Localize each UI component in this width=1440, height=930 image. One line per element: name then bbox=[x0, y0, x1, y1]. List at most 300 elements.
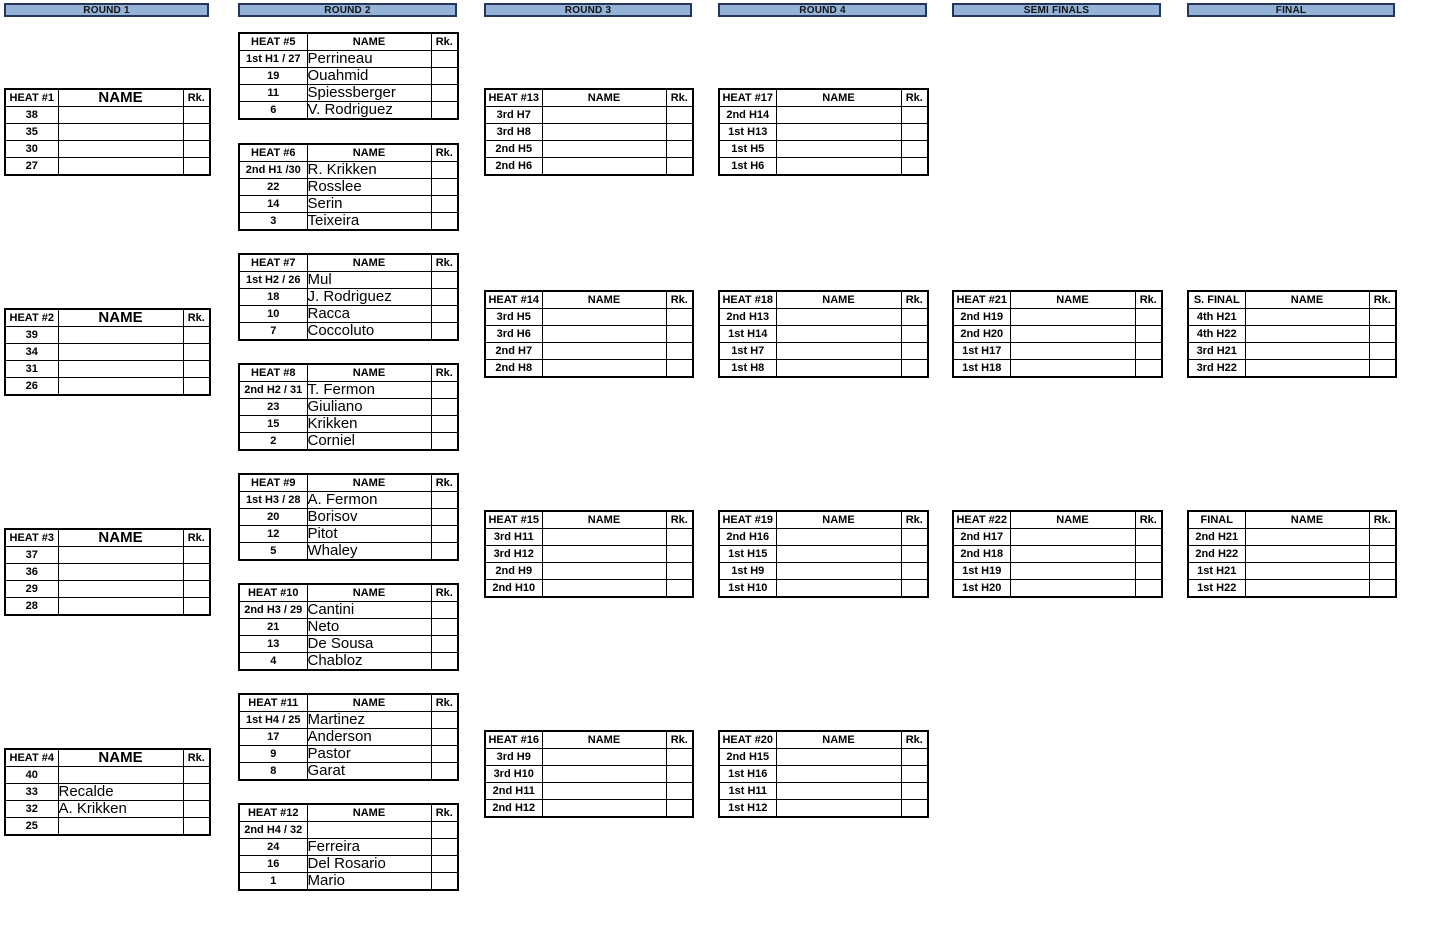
rank-cell[interactable] bbox=[901, 563, 928, 580]
rank-cell[interactable] bbox=[901, 343, 928, 360]
rank-cell[interactable] bbox=[431, 196, 458, 213]
rank-cell[interactable] bbox=[431, 712, 458, 729]
name-cell[interactable] bbox=[1245, 580, 1369, 598]
name-cell[interactable] bbox=[542, 141, 666, 158]
rank-cell[interactable] bbox=[901, 580, 928, 598]
rank-cell[interactable] bbox=[431, 272, 458, 289]
name-cell[interactable] bbox=[58, 327, 183, 344]
name-cell[interactable] bbox=[776, 309, 901, 326]
rank-cell[interactable] bbox=[1135, 529, 1162, 546]
rank-column-header: Rk. bbox=[431, 584, 458, 602]
seed-cell[interactable]: 40 bbox=[5, 767, 58, 784]
seed-cell[interactable]: 14 bbox=[239, 196, 307, 213]
name-cell[interactable]: Krikken bbox=[307, 416, 431, 433]
rank-cell[interactable] bbox=[1135, 309, 1162, 326]
name-cell[interactable]: Mario bbox=[307, 873, 431, 891]
name-cell[interactable] bbox=[776, 107, 901, 124]
rank-cell[interactable] bbox=[666, 107, 693, 124]
seed-cell[interactable]: 1st H17 bbox=[953, 343, 1010, 360]
rank-cell[interactable] bbox=[183, 581, 210, 598]
seed-cell[interactable]: 2nd H7 bbox=[485, 343, 542, 360]
name-cell[interactable] bbox=[542, 546, 666, 563]
seed-cell[interactable]: 27 bbox=[5, 158, 58, 176]
seed-cell[interactable]: 1st H6 bbox=[719, 158, 776, 176]
name-cell[interactable]: Teixeira bbox=[307, 213, 431, 231]
rank-cell[interactable] bbox=[431, 619, 458, 636]
rank-cell[interactable] bbox=[666, 529, 693, 546]
name-cell[interactable]: Giuliano bbox=[307, 399, 431, 416]
rank-cell[interactable] bbox=[666, 141, 693, 158]
heat-row bbox=[485, 360, 693, 378]
name-cell[interactable]: De Sousa bbox=[307, 636, 431, 653]
name-cell[interactable] bbox=[307, 822, 431, 839]
rank-cell[interactable] bbox=[431, 382, 458, 399]
rank-cell[interactable] bbox=[183, 344, 210, 361]
rank-cell[interactable] bbox=[183, 158, 210, 176]
name-cell[interactable] bbox=[776, 124, 901, 141]
seed-cell[interactable]: 1st H21 bbox=[1188, 563, 1245, 580]
rank-cell[interactable] bbox=[431, 492, 458, 509]
name-cell[interactable] bbox=[542, 343, 666, 360]
rank-cell[interactable] bbox=[666, 800, 693, 818]
heat-title: HEAT #9 bbox=[239, 474, 307, 492]
seed-cell[interactable]: 1st H18 bbox=[953, 360, 1010, 378]
seed-cell[interactable]: 2nd H5 bbox=[485, 141, 542, 158]
rank-cell[interactable] bbox=[901, 749, 928, 766]
seed-cell[interactable]: 1st H16 bbox=[719, 766, 776, 783]
rank-cell[interactable] bbox=[431, 289, 458, 306]
seed-cell[interactable]: 1st H12 bbox=[719, 800, 776, 818]
seed-cell[interactable]: 2nd H3 / 29 bbox=[239, 602, 307, 619]
rank-cell[interactable] bbox=[183, 124, 210, 141]
name-cell[interactable]: Anderson bbox=[307, 729, 431, 746]
seed-cell[interactable]: 2nd H9 bbox=[485, 563, 542, 580]
seed-cell[interactable]: 2nd H21 bbox=[1188, 529, 1245, 546]
name-cell[interactable]: Perrineau bbox=[307, 51, 431, 68]
seed-cell[interactable]: 20 bbox=[239, 509, 307, 526]
rank-cell[interactable] bbox=[183, 547, 210, 564]
rank-cell[interactable] bbox=[666, 360, 693, 378]
seed-cell[interactable]: 13 bbox=[239, 636, 307, 653]
rank-cell[interactable] bbox=[431, 602, 458, 619]
rank-cell[interactable] bbox=[431, 399, 458, 416]
heat-title: HEAT #13 bbox=[485, 89, 542, 107]
name-cell[interactable]: J. Rodriguez bbox=[307, 289, 431, 306]
rank-cell[interactable] bbox=[901, 766, 928, 783]
seed-cell[interactable]: 2nd H8 bbox=[485, 360, 542, 378]
rank-cell[interactable] bbox=[901, 141, 928, 158]
name-cell[interactable] bbox=[542, 800, 666, 818]
seed-cell[interactable]: 3rd H5 bbox=[485, 309, 542, 326]
name-cell[interactable] bbox=[542, 309, 666, 326]
seed-cell[interactable]: 4th H22 bbox=[1188, 326, 1245, 343]
seed-cell[interactable]: 1st H4 / 25 bbox=[239, 712, 307, 729]
rank-cell[interactable] bbox=[1135, 546, 1162, 563]
name-cell[interactable] bbox=[542, 124, 666, 141]
rank-cell[interactable] bbox=[1135, 580, 1162, 598]
heat-header-row bbox=[5, 309, 210, 327]
name-cell[interactable] bbox=[776, 158, 901, 176]
seed-cell[interactable]: 17 bbox=[239, 729, 307, 746]
seed-cell[interactable]: 2nd H17 bbox=[953, 529, 1010, 546]
name-cell[interactable] bbox=[1245, 326, 1369, 343]
rank-cell[interactable] bbox=[431, 179, 458, 196]
seed-cell[interactable]: 30 bbox=[5, 141, 58, 158]
rank-cell[interactable] bbox=[1369, 529, 1396, 546]
rank-cell[interactable] bbox=[431, 543, 458, 561]
name-cell[interactable] bbox=[542, 749, 666, 766]
name-cell[interactable] bbox=[1245, 343, 1369, 360]
name-cell[interactable]: Corniel bbox=[307, 433, 431, 451]
name-cell[interactable]: Martinez bbox=[307, 712, 431, 729]
name-cell[interactable] bbox=[1010, 529, 1135, 546]
rank-cell[interactable] bbox=[183, 107, 210, 124]
name-cell[interactable]: Spiessberger bbox=[307, 85, 431, 102]
rank-cell[interactable] bbox=[431, 856, 458, 873]
rank-cell[interactable] bbox=[183, 378, 210, 396]
name-cell[interactable]: A. Fermon bbox=[307, 492, 431, 509]
rank-cell[interactable] bbox=[431, 68, 458, 85]
name-cell[interactable] bbox=[1245, 529, 1369, 546]
rank-cell[interactable] bbox=[183, 327, 210, 344]
seed-cell[interactable]: 3rd H22 bbox=[1188, 360, 1245, 378]
rank-cell[interactable] bbox=[901, 326, 928, 343]
rank-cell[interactable] bbox=[183, 784, 210, 801]
rank-cell[interactable] bbox=[431, 746, 458, 763]
seed-cell[interactable]: 1st H3 / 28 bbox=[239, 492, 307, 509]
rank-cell[interactable] bbox=[901, 529, 928, 546]
seed-cell[interactable]: 11 bbox=[239, 85, 307, 102]
rank-cell[interactable] bbox=[1135, 563, 1162, 580]
seed-cell[interactable]: 1st H10 bbox=[719, 580, 776, 598]
name-cell[interactable] bbox=[58, 581, 183, 598]
seed-cell[interactable]: 1st H2 / 26 bbox=[239, 272, 307, 289]
rank-cell[interactable] bbox=[431, 213, 458, 231]
rank-cell[interactable] bbox=[431, 306, 458, 323]
name-cell[interactable] bbox=[542, 580, 666, 598]
rank-cell[interactable] bbox=[1369, 546, 1396, 563]
rank-cell[interactable] bbox=[901, 158, 928, 176]
name-cell[interactable]: Pastor bbox=[307, 746, 431, 763]
seed-cell[interactable]: 25 bbox=[5, 818, 58, 836]
rank-cell[interactable] bbox=[666, 546, 693, 563]
name-cell[interactable]: R. Krikken bbox=[307, 162, 431, 179]
seed-cell[interactable]: 35 bbox=[5, 124, 58, 141]
seed-cell[interactable]: 2nd H4 / 32 bbox=[239, 822, 307, 839]
name-cell[interactable] bbox=[776, 360, 901, 378]
rank-cell[interactable] bbox=[901, 546, 928, 563]
name-cell[interactable] bbox=[542, 326, 666, 343]
seed-cell[interactable]: 2nd H1 /30 bbox=[239, 162, 307, 179]
seed-cell[interactable]: 34 bbox=[5, 344, 58, 361]
rank-cell[interactable] bbox=[431, 822, 458, 839]
seed-cell[interactable]: 7 bbox=[239, 323, 307, 341]
rank-cell[interactable] bbox=[431, 729, 458, 746]
seed-cell[interactable]: 38 bbox=[5, 107, 58, 124]
name-cell[interactable]: Ouahmid bbox=[307, 68, 431, 85]
name-column-header: NAME bbox=[307, 474, 431, 492]
name-cell[interactable]: Coccoluto bbox=[307, 323, 431, 341]
name-cell[interactable] bbox=[58, 767, 183, 784]
rank-cell[interactable] bbox=[183, 361, 210, 378]
name-cell[interactable] bbox=[1245, 563, 1369, 580]
seed-cell[interactable]: 3rd H7 bbox=[485, 107, 542, 124]
rank-cell[interactable] bbox=[901, 800, 928, 818]
seed-cell[interactable]: 1 bbox=[239, 873, 307, 891]
seed-cell[interactable]: 32 bbox=[5, 801, 58, 818]
rank-cell[interactable] bbox=[183, 767, 210, 784]
rank-cell[interactable] bbox=[431, 162, 458, 179]
name-cell[interactable] bbox=[1010, 546, 1135, 563]
name-cell[interactable] bbox=[1010, 360, 1135, 378]
name-cell[interactable] bbox=[1245, 309, 1369, 326]
seed-cell[interactable]: 18 bbox=[239, 289, 307, 306]
name-cell[interactable] bbox=[542, 563, 666, 580]
seed-cell[interactable]: 37 bbox=[5, 547, 58, 564]
rank-cell[interactable] bbox=[431, 509, 458, 526]
name-cell[interactable] bbox=[1010, 309, 1135, 326]
seed-cell[interactable]: 2nd H19 bbox=[953, 309, 1010, 326]
seed-cell[interactable]: 22 bbox=[239, 179, 307, 196]
rank-cell[interactable] bbox=[666, 309, 693, 326]
rank-cell[interactable] bbox=[901, 107, 928, 124]
name-cell[interactable] bbox=[58, 564, 183, 581]
seed-cell[interactable]: 4th H21 bbox=[1188, 309, 1245, 326]
seed-cell[interactable]: 23 bbox=[239, 399, 307, 416]
round-header-round-2: ROUND 2 bbox=[238, 3, 457, 17]
name-cell[interactable]: Whaley bbox=[307, 543, 431, 561]
rank-cell[interactable] bbox=[901, 360, 928, 378]
name-cell[interactable] bbox=[58, 547, 183, 564]
seed-cell[interactable]: 1st H22 bbox=[1188, 580, 1245, 598]
seed-cell[interactable]: 3rd H12 bbox=[485, 546, 542, 563]
rank-cell[interactable] bbox=[431, 839, 458, 856]
name-cell[interactable] bbox=[1245, 546, 1369, 563]
name-cell[interactable] bbox=[1010, 326, 1135, 343]
name-cell[interactable] bbox=[1010, 343, 1135, 360]
rank-cell[interactable] bbox=[183, 818, 210, 836]
name-cell[interactable] bbox=[58, 124, 183, 141]
rank-cell[interactable] bbox=[666, 124, 693, 141]
rank-cell[interactable] bbox=[1369, 563, 1396, 580]
name-cell[interactable] bbox=[1245, 360, 1369, 378]
name-cell[interactable] bbox=[542, 158, 666, 176]
rank-cell[interactable] bbox=[1369, 580, 1396, 598]
seed-cell[interactable]: 24 bbox=[239, 839, 307, 856]
rank-cell[interactable] bbox=[183, 564, 210, 581]
name-cell[interactable]: Rosslee bbox=[307, 179, 431, 196]
name-cell[interactable]: Del Rosario bbox=[307, 856, 431, 873]
seed-cell[interactable]: 1st H9 bbox=[719, 563, 776, 580]
rank-cell[interactable] bbox=[431, 653, 458, 671]
rank-cell[interactable] bbox=[1369, 360, 1396, 378]
seed-cell[interactable]: 2nd H6 bbox=[485, 158, 542, 176]
name-cell[interactable]: Chabloz bbox=[307, 653, 431, 671]
seed-cell[interactable]: 1st H19 bbox=[953, 563, 1010, 580]
name-cell[interactable] bbox=[542, 766, 666, 783]
seed-cell[interactable]: 6 bbox=[239, 102, 307, 120]
seed-cell[interactable]: 33 bbox=[5, 784, 58, 801]
name-cell[interactable] bbox=[542, 360, 666, 378]
seed-cell[interactable]: 8 bbox=[239, 763, 307, 781]
seed-cell[interactable]: 2nd H18 bbox=[953, 546, 1010, 563]
name-cell[interactable]: Neto bbox=[307, 619, 431, 636]
seed-cell[interactable]: 2nd H10 bbox=[485, 580, 542, 598]
rank-cell[interactable] bbox=[666, 563, 693, 580]
rank-cell[interactable] bbox=[1369, 343, 1396, 360]
name-cell[interactable] bbox=[776, 800, 901, 818]
heat-row bbox=[239, 102, 458, 120]
name-cell[interactable] bbox=[776, 343, 901, 360]
rank-cell[interactable] bbox=[1135, 343, 1162, 360]
seed-cell[interactable]: 2nd H14 bbox=[719, 107, 776, 124]
seed-cell[interactable]: 1st H8 bbox=[719, 360, 776, 378]
name-cell[interactable] bbox=[58, 598, 183, 616]
seed-cell[interactable]: 2nd H16 bbox=[719, 529, 776, 546]
name-cell[interactable] bbox=[58, 378, 183, 396]
name-cell[interactable] bbox=[776, 529, 901, 546]
name-cell[interactable] bbox=[1010, 580, 1135, 598]
seed-cell[interactable]: 4 bbox=[239, 653, 307, 671]
heat-row bbox=[5, 581, 210, 598]
name-cell[interactable] bbox=[776, 749, 901, 766]
seed-cell[interactable]: 3rd H11 bbox=[485, 529, 542, 546]
seed-cell[interactable]: 2nd H12 bbox=[485, 800, 542, 818]
name-cell[interactable] bbox=[542, 529, 666, 546]
name-cell[interactable] bbox=[58, 158, 183, 176]
seed-cell[interactable]: 1st H14 bbox=[719, 326, 776, 343]
seed-cell[interactable]: 26 bbox=[5, 378, 58, 396]
seed-cell[interactable]: 2nd H20 bbox=[953, 326, 1010, 343]
name-cell[interactable]: Racca bbox=[307, 306, 431, 323]
name-cell[interactable] bbox=[58, 818, 183, 836]
name-cell[interactable] bbox=[776, 580, 901, 598]
name-cell[interactable] bbox=[776, 783, 901, 800]
rank-cell[interactable] bbox=[666, 326, 693, 343]
seed-cell[interactable]: 15 bbox=[239, 416, 307, 433]
rank-cell[interactable] bbox=[183, 141, 210, 158]
seed-cell[interactable]: 16 bbox=[239, 856, 307, 873]
seed-cell[interactable]: 2nd H13 bbox=[719, 309, 776, 326]
seed-cell[interactable]: 3rd H10 bbox=[485, 766, 542, 783]
seed-cell[interactable]: 9 bbox=[239, 746, 307, 763]
seed-cell[interactable]: 12 bbox=[239, 526, 307, 543]
seed-cell[interactable]: 1st H15 bbox=[719, 546, 776, 563]
seed-cell[interactable]: 3rd H21 bbox=[1188, 343, 1245, 360]
heat-row bbox=[485, 580, 693, 598]
seed-cell[interactable]: 28 bbox=[5, 598, 58, 616]
name-cell[interactable] bbox=[58, 344, 183, 361]
seed-cell[interactable]: 29 bbox=[5, 581, 58, 598]
seed-cell[interactable]: 21 bbox=[239, 619, 307, 636]
name-cell[interactable]: V. Rodriguez bbox=[307, 102, 431, 120]
name-cell[interactable]: Cantini bbox=[307, 602, 431, 619]
seed-cell[interactable]: 2nd H15 bbox=[719, 749, 776, 766]
rank-cell[interactable] bbox=[431, 51, 458, 68]
seed-cell[interactable]: 36 bbox=[5, 564, 58, 581]
name-cell[interactable] bbox=[776, 546, 901, 563]
seed-cell[interactable]: 3rd H6 bbox=[485, 326, 542, 343]
seed-cell[interactable]: 2 bbox=[239, 433, 307, 451]
name-cell[interactable]: Ferreira bbox=[307, 839, 431, 856]
rank-cell[interactable] bbox=[431, 526, 458, 543]
name-cell[interactable] bbox=[542, 783, 666, 800]
name-cell[interactable] bbox=[542, 107, 666, 124]
rank-cell[interactable] bbox=[901, 309, 928, 326]
rank-cell[interactable] bbox=[431, 416, 458, 433]
seed-cell[interactable]: 39 bbox=[5, 327, 58, 344]
seed-cell[interactable]: 1st H1 / 27 bbox=[239, 51, 307, 68]
name-cell[interactable] bbox=[776, 563, 901, 580]
name-cell[interactable] bbox=[58, 361, 183, 378]
rank-cell[interactable] bbox=[901, 124, 928, 141]
name-cell[interactable]: A. Krikken bbox=[58, 801, 183, 818]
rank-cell[interactable] bbox=[431, 323, 458, 341]
name-cell[interactable]: Garat bbox=[307, 763, 431, 781]
seed-cell[interactable]: 19 bbox=[239, 68, 307, 85]
rank-cell[interactable] bbox=[666, 580, 693, 598]
rank-cell[interactable] bbox=[666, 158, 693, 176]
name-cell[interactable] bbox=[776, 326, 901, 343]
rank-cell[interactable] bbox=[431, 433, 458, 451]
seed-cell[interactable]: 1st H11 bbox=[719, 783, 776, 800]
seed-cell[interactable]: 2nd H22 bbox=[1188, 546, 1245, 563]
rank-cell[interactable] bbox=[666, 749, 693, 766]
seed-cell[interactable]: 1st H5 bbox=[719, 141, 776, 158]
seed-cell[interactable]: 1st H20 bbox=[953, 580, 1010, 598]
rank-cell[interactable] bbox=[666, 783, 693, 800]
seed-cell[interactable]: 3rd H8 bbox=[485, 124, 542, 141]
seed-cell[interactable]: 2nd H11 bbox=[485, 783, 542, 800]
rank-cell[interactable] bbox=[431, 763, 458, 781]
rank-cell[interactable] bbox=[431, 636, 458, 653]
name-cell[interactable] bbox=[776, 766, 901, 783]
seed-cell[interactable]: 10 bbox=[239, 306, 307, 323]
name-cell[interactable] bbox=[776, 141, 901, 158]
rank-cell[interactable] bbox=[1369, 326, 1396, 343]
rank-cell[interactable] bbox=[431, 102, 458, 120]
seed-cell[interactable]: 5 bbox=[239, 543, 307, 561]
rank-cell[interactable] bbox=[901, 783, 928, 800]
rank-cell[interactable] bbox=[431, 873, 458, 891]
name-cell[interactable]: T. Fermon bbox=[307, 382, 431, 399]
name-cell[interactable] bbox=[58, 107, 183, 124]
rank-cell[interactable] bbox=[1135, 360, 1162, 378]
heat-table-heat-15 bbox=[484, 510, 694, 598]
name-cell[interactable] bbox=[58, 141, 183, 158]
name-cell[interactable] bbox=[1010, 563, 1135, 580]
name-cell[interactable]: Serin bbox=[307, 196, 431, 213]
name-cell[interactable]: Mul bbox=[307, 272, 431, 289]
rank-cell[interactable] bbox=[1369, 309, 1396, 326]
seed-cell[interactable]: 3rd H9 bbox=[485, 749, 542, 766]
rank-cell[interactable] bbox=[666, 343, 693, 360]
name-cell[interactable]: Recalde bbox=[58, 784, 183, 801]
rank-cell[interactable] bbox=[183, 801, 210, 818]
rank-cell[interactable] bbox=[183, 598, 210, 616]
seed-cell[interactable]: 31 bbox=[5, 361, 58, 378]
seed-cell[interactable]: 1st H13 bbox=[719, 124, 776, 141]
seed-cell[interactable]: 2nd H2 / 31 bbox=[239, 382, 307, 399]
rank-column-header: Rk. bbox=[431, 254, 458, 272]
rank-cell[interactable] bbox=[431, 85, 458, 102]
seed-cell[interactable]: 1st H7 bbox=[719, 343, 776, 360]
rank-cell[interactable] bbox=[1135, 326, 1162, 343]
name-cell[interactable]: Pitot bbox=[307, 526, 431, 543]
rank-cell[interactable] bbox=[666, 766, 693, 783]
name-cell[interactable]: Borisov bbox=[307, 509, 431, 526]
seed-cell[interactable]: 3 bbox=[239, 213, 307, 231]
